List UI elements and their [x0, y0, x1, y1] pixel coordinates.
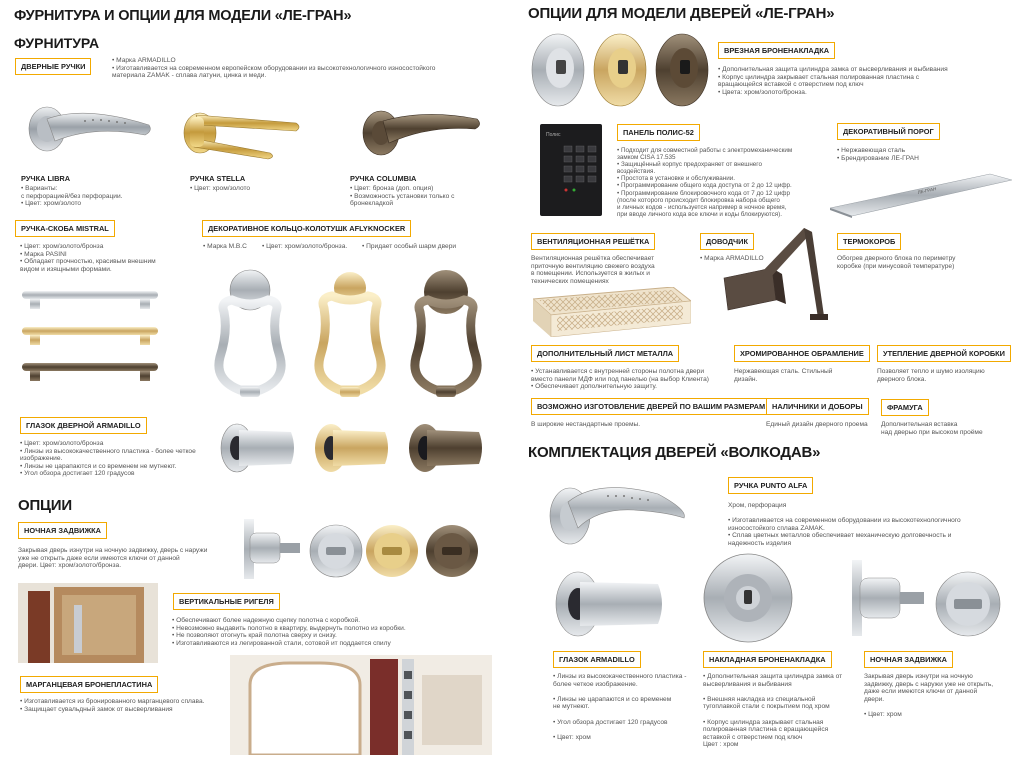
latch-icon	[230, 515, 492, 583]
chrome-frame-text: Нержавеющая сталь. Стильный дизайн.	[734, 368, 833, 383]
door-handle-icon	[20, 285, 160, 395]
manganese-plate-text: • Изготавливается из бронированного марганцевого сплава. • Защищает сувальдный замок от высверливания	[20, 698, 205, 713]
night-latch2-label: НОЧНАЯ ЗАДВИЖКА	[864, 651, 953, 668]
peephole-icon	[548, 560, 688, 642]
door-closer-icon	[720, 218, 832, 330]
knocker-icon	[200, 262, 492, 407]
peepholes-image	[215, 412, 495, 480]
mistral-label: РУЧКА-СКОБА MISTRAL	[15, 220, 115, 237]
libra-handle-image	[15, 95, 155, 165]
hardware-heading: ФУРНИТУРА	[14, 35, 100, 51]
threshold-brand-text: ЛЕ-ГРАН	[917, 186, 937, 195]
manganese-plate-label: МАРГАНЦЕВАЯ БРОНЕПЛАСТИНА	[20, 676, 158, 693]
thermo-label: ТЕРМОКОРОБ	[837, 233, 901, 250]
custom-size-label: ВОЗМОЖНО ИЗГОТОВЛЕНИЕ ДВЕРЕЙ ПО ВАШИМ РАЗМЕРАМ	[531, 398, 771, 415]
vent-grille-icon	[533, 287, 691, 337]
left-page-title: ФУРНИТУРА И ОПЦИИ ДЛЯ МОДЕЛИ «ЛЕ-ГРАН»	[14, 8, 352, 24]
columbia-caption: РУЧКА COLUMBIA	[350, 174, 417, 183]
casings-text: Единый дизайн дверного проема	[766, 421, 868, 428]
stella-handle-image	[170, 95, 310, 165]
knocker-text-3: • Придает особый шарм двери	[362, 243, 457, 250]
threshold-label: ДЕКОРАТИВНЫЙ ПОРОГ	[837, 123, 940, 140]
night-latch2-image	[840, 556, 1012, 642]
kit-title: КОМПЛЕКТАЦИЯ ДВЕРЕЙ «ВОЛКОДАВ»	[528, 444, 821, 461]
panel-label: ПАНЕЛЬ ПОЛИС-52	[617, 124, 700, 141]
latch-icon	[840, 556, 1012, 642]
night-latch2-text: Закрывая дверь изнутри на ночную задвижку, дверь с наружи уже не открыть, даже если имеются ключи от данной двери. • Цвет: хром	[864, 673, 994, 718]
keypad-panel-image	[540, 124, 602, 216]
mortise-armor-label: ВРЕЗНАЯ БРОНЕНАКЛАДКА	[718, 42, 835, 59]
columbia-text: • Цвет: бронза (доп. опция) • Возможность установки только с бронекладкой	[350, 185, 455, 208]
vent-label: ВЕНТИЛЯЦИОННАЯ РЕШЁТКА	[531, 233, 655, 250]
casings-label: НАЛИЧНИКИ И ДОБОРЫ	[766, 398, 869, 415]
options-heading: ОПЦИИ	[18, 497, 72, 514]
door-handle-icon	[345, 95, 485, 165]
metal-sheet-label: ДОПОЛНИТЕЛЬНЫЙ ЛИСТ МЕТАЛЛА	[531, 345, 679, 362]
peephole2-text: • Линзы из высококачественного пластика - более четкое изображение. • Линзы не царапаются и со временем не мутнеют. • Угол обзора достигает 120 градусов • Цвет: хром	[553, 673, 687, 741]
mortise-armor-text: • Дополнительная защита цилиндра замка от высверливания и выбивания • Корпус цилиндра закрывает стальная полированная пластина с вращающейся вставкой с отверстием под ключ • Цвета: хром/золото/бронза.	[718, 66, 948, 96]
stella-text: • Цвет: хром/золото	[190, 185, 251, 192]
vent-text: Вентиляционная решётка обеспечивает приточную вентиляцию свежего воздуха в помещении. Используется в жилых и технических помещениях	[531, 255, 655, 285]
knocker-text-1: • Марка M.B.C	[203, 243, 247, 250]
door-handle-icon	[15, 95, 155, 165]
threshold-image	[830, 170, 1012, 218]
metal-sheet-text: • Устанавливается с внутренней стороны полотна двери вместо панели МДФ или под панелью (на выбор Клиента) • Обеспечивает дополнительную защиту.	[531, 368, 709, 391]
threshold-text: • Нержавеющая сталь • Брендирование ЛЕ-ГРАН	[837, 147, 919, 162]
keypad-icon	[540, 124, 602, 216]
keypad-brand-text: Полис	[546, 132, 561, 138]
vent-grille-image	[533, 287, 691, 337]
lock-mechanism-image	[230, 655, 492, 755]
door-handle-icon	[170, 95, 310, 165]
overlay-armor-text: • Дополнительная защита цилиндра замка от высверливания и выбивания • Внешняя накладка из специальной тугоплавкой стали с покрытием под хром • Корпус цилиндра закрывает стальная полированная пластина с вращающейся вставкой с отверстием под ключ Цвет : хром	[703, 673, 843, 749]
vertical-bolts-label: ВЕРТИКАЛЬНЫЕ РИГЕЛЯ	[173, 593, 280, 610]
transom-text: Дополнительная вставка над дверью при высоком проёме	[881, 421, 983, 436]
night-latch-text: Закрывая дверь изнутри на ночную задвижку, дверь с наружи уже не открыть даже если имеются ключи от данной двери. Цвет: хром/золото/бронза.	[18, 547, 208, 570]
closer-text: • Марка ARMADILLO	[700, 255, 764, 262]
door-section-image	[18, 583, 158, 663]
mistral-handles-image	[20, 285, 160, 395]
peephole2-image	[548, 560, 688, 642]
peephole-icon	[215, 412, 495, 480]
overlay-armor-image	[700, 550, 796, 646]
stella-caption: РУЧКА STELLA	[190, 174, 246, 183]
mistral-text: • Цвет: хром/золото/бронза • Марка PASINI • Обладает прочностью, красивым внешним видом и изящными формами.	[20, 243, 156, 273]
knockers-image	[200, 262, 492, 407]
door-handle-icon	[538, 466, 694, 556]
peephole-text: • Цвет: хром/золото/бронза • Линзы из высококачественного пластика - более четкое изображение. • Линзы не царапаются и со временем не мутнеют. • Угол обзора достигает 120 градусов	[20, 440, 196, 478]
armor-plates-image	[528, 30, 716, 112]
night-latch-label: НОЧНАЯ ЗАДВИЖКА	[18, 522, 107, 539]
closer-label: ДОВОДЧИК	[700, 233, 754, 250]
knocker-label: ДЕКОРАТИВНОЕ КОЛЬЦО-КОЛОТУШК AFLYKNOCKER	[202, 220, 411, 237]
punto-handle-image	[538, 466, 694, 556]
custom-size-text: В широкие нестандартные проемы.	[531, 421, 641, 428]
right-page-title: ОПЦИИ ДЛЯ МОДЕЛИ ДВЕРЕЙ «ЛЕ-ГРАН»	[528, 5, 835, 22]
punto-text: Хром, перфорация • Изготавливается на современном оборудовании из высокотехнологичного износостойкого сплава ZAMAK. • Сплав цветных металлов обеспечивает механическую долговечность и надежность изделия	[728, 502, 961, 547]
door-handles-text: • Марка ARMADILLO • Изготавливается на современном европейском оборудовании из высокотехнологичного износостойкого материала ZAMAK - сплава латуни, цинка и меди.	[112, 57, 436, 80]
columbia-handle-image	[345, 95, 485, 165]
panel-text: • Подходит для совместной работы с электромеханическим замком CISA 17.535 • Защищённый корпус предохраняет от внешнего воздействия. • Простота в установке и обслуживании. • Программирование общего кода доступа от 2 до 12 цифр. • Программирование блокировочного кода от 7 до 12 цифр (после которого происходит блокировка набора общего и личных кодов - используется например в ночное время, при вводе личного кода все ключи и коды блокируются).	[617, 147, 793, 218]
door-handles-label: ДВЕРНЫЕ РУЧКИ	[15, 58, 91, 75]
libra-caption: РУЧКА LIBRA	[21, 174, 71, 183]
door-closer-image	[720, 218, 832, 330]
libra-text: • Варианты: с перфорацией/без перфорации. • Цвет: хром/золото	[21, 185, 123, 208]
overlay-armor-label: НАКЛАДНАЯ БРОНЕНАКЛАДКА	[703, 651, 832, 668]
peephole-label: ГЛАЗОК ДВЕРНОЙ ARMADILLO	[20, 417, 147, 434]
punto-label: РУЧКА PUNTO ALFA	[728, 477, 813, 494]
insulation-text: Позволяет тепло и шумо изоляцию дверного блока.	[877, 368, 985, 383]
night-latch-image	[230, 515, 492, 583]
vertical-bolts-text: • Обеспечивают более надежную сцепку полотна с коробкой. • Невозможно выдавить полотно в квартиру, выдернуть полотно из коробки. • Не позволяют отогнуть край полотна сверху и снизу. • Изготавливаются из легированной стали, сотовой ит поддается спилу	[172, 617, 406, 647]
thermo-text: Обогрев дверного блока по периметру коробке (при минусовой температуре)	[837, 255, 956, 270]
chrome-frame-label: ХРОМИРОВАННОЕ ОБРАМЛЕНИЕ	[734, 345, 870, 362]
peephole2-label: ГЛАЗОК ARMADILLO	[553, 651, 641, 668]
insulation-label: УТЕПЛЕНИЕ ДВЕРНОЙ КОРОБКИ	[877, 345, 1011, 362]
knocker-text-2: • Цвет: хром/золото/бронза.	[262, 243, 348, 250]
transom-label: ФРАМУГА	[881, 399, 929, 416]
